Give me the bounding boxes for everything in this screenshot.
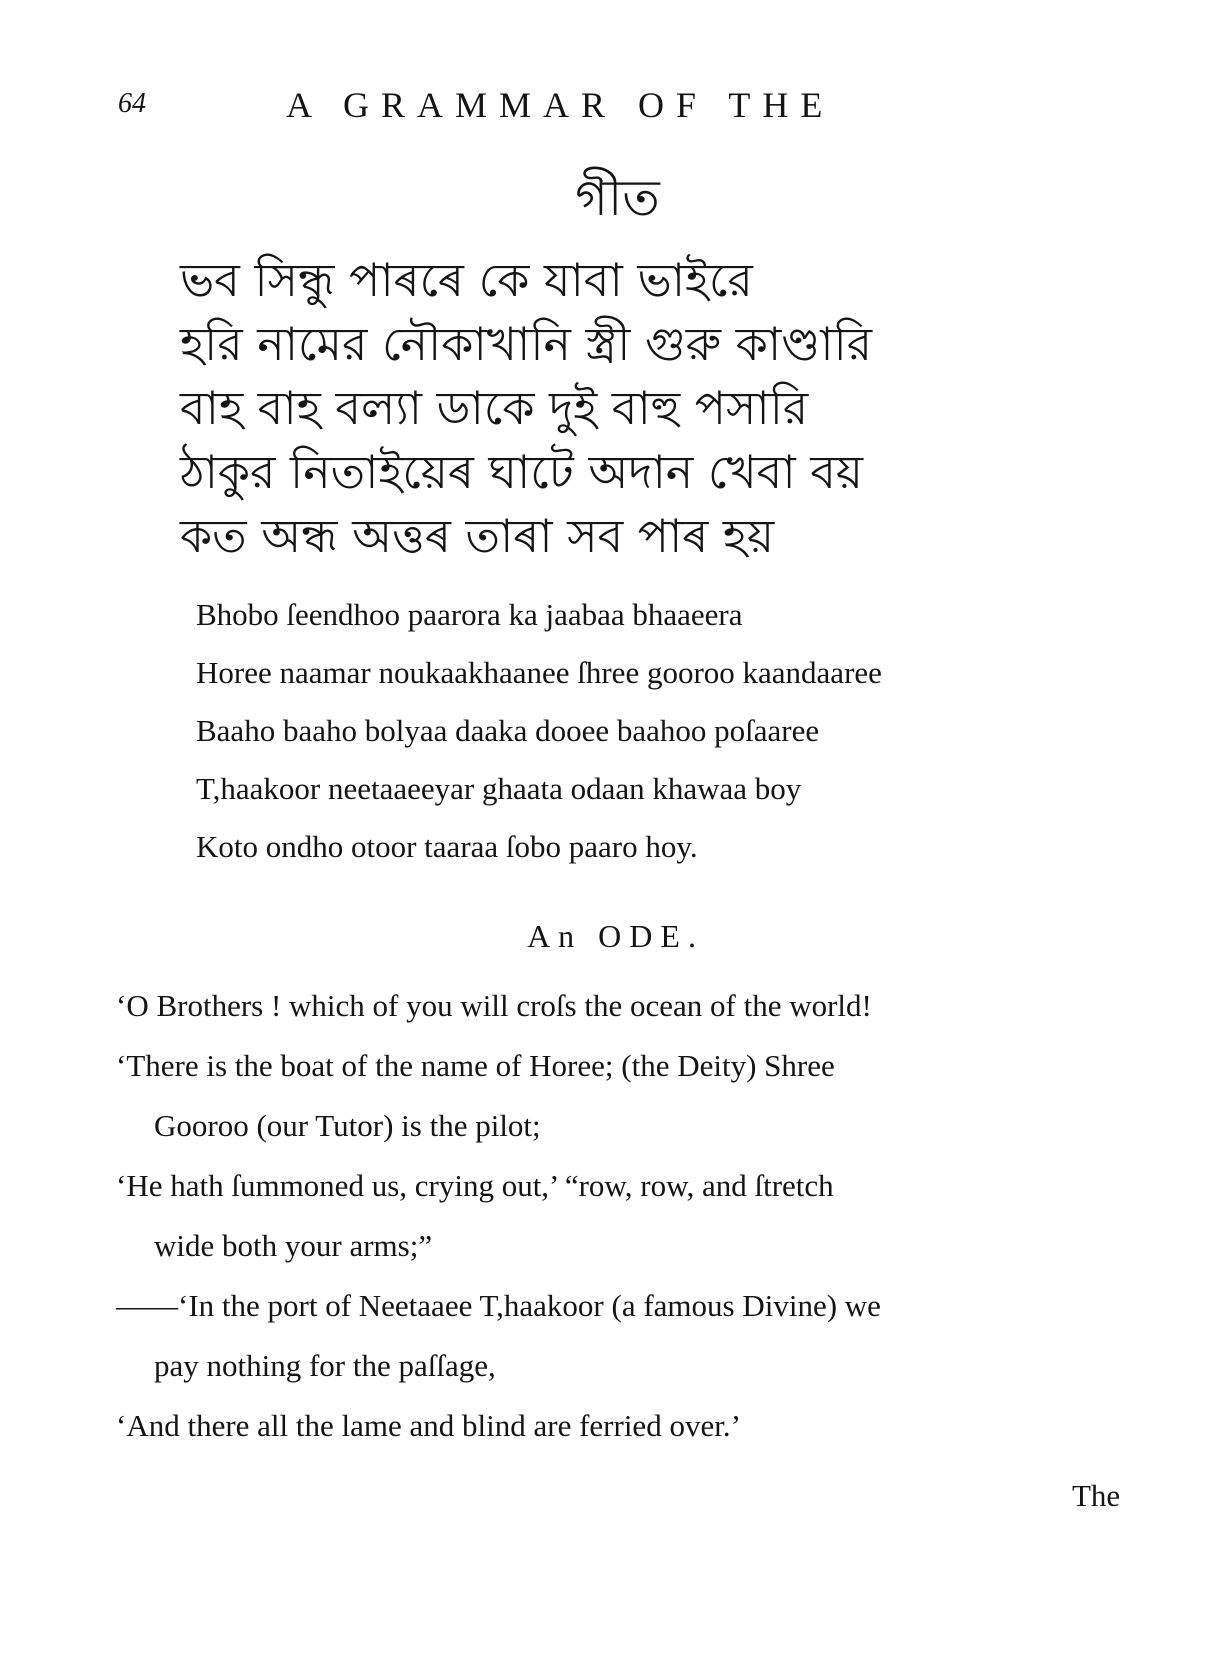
translation-line: ‘There is the boat of the name of Horee; (the Deity) Shree: [116, 1048, 835, 1083]
bengali-verse-line: বাহ বাহ বল্যা ডাকে দুই বাহু পসারি: [180, 381, 809, 435]
transliteration-line: Baaho baaho bolyaa daaka dooee baahoo poſaaree: [196, 713, 820, 748]
bengali-verse-line: ঠাকুর নিতাইয়েৰ ঘাটে অদান খেবা বয়: [180, 445, 864, 499]
translation-line: pay nothing for the paſſage,: [154, 1348, 496, 1383]
translation-line: ——‘In the port of Neetaaee T,haakoor (a famous Divine) we: [116, 1288, 881, 1323]
transliteration-line: T,haakoor neetaaeeyar ghaata odaan khawaa boy: [196, 771, 802, 806]
ode-heading: An ODE.: [527, 918, 704, 954]
translation-line: ‘O Brothers ! which of you will croſs the ocean of the world!: [116, 988, 872, 1023]
ode-translation: [116, 976, 1116, 1456]
bengali-verse-line: ভব সিন্ধু পাৰৰে কে যাবা ভাইরে: [180, 253, 753, 307]
transliteration-line: Koto ondho otoor taaraa ſobo paaro hoy.: [196, 829, 698, 864]
translation-line: ‘He hath ſummoned us, crying out,’ “row, row, and ſtretch: [116, 1168, 834, 1203]
transliterated-verse: [196, 586, 1096, 876]
translation-line: ‘And there all the lame and blind are ferried over.’: [116, 1408, 741, 1443]
catchword: The: [1072, 1478, 1121, 1513]
bengali-verse-line: কত অন্ধ অত্তৰ তাৰা সব পাৰ হয়: [180, 509, 775, 563]
page-header: [118, 86, 1038, 126]
running-head: A GRAMMAR OF THE: [286, 85, 835, 125]
bengali-verse: [180, 248, 1080, 568]
translation-line: wide both your arms;”: [154, 1228, 433, 1263]
transliteration-line: Horee naamar noukaakhaanee ſhree gooroo kaandaaree: [196, 655, 882, 690]
song-title: গীত: [575, 169, 660, 227]
transliteration-line: Bhobo ſeendhoo paarora ka jaabaa bhaaeera: [196, 597, 743, 632]
page-number: 64: [118, 88, 146, 119]
translation-line: Gooroo (our Tutor) is the pilot;: [154, 1108, 541, 1143]
bengali-verse-line: হরি নামের নৌকাখানি স্ত্রী গুরু কাণ্ডারি: [180, 317, 873, 371]
